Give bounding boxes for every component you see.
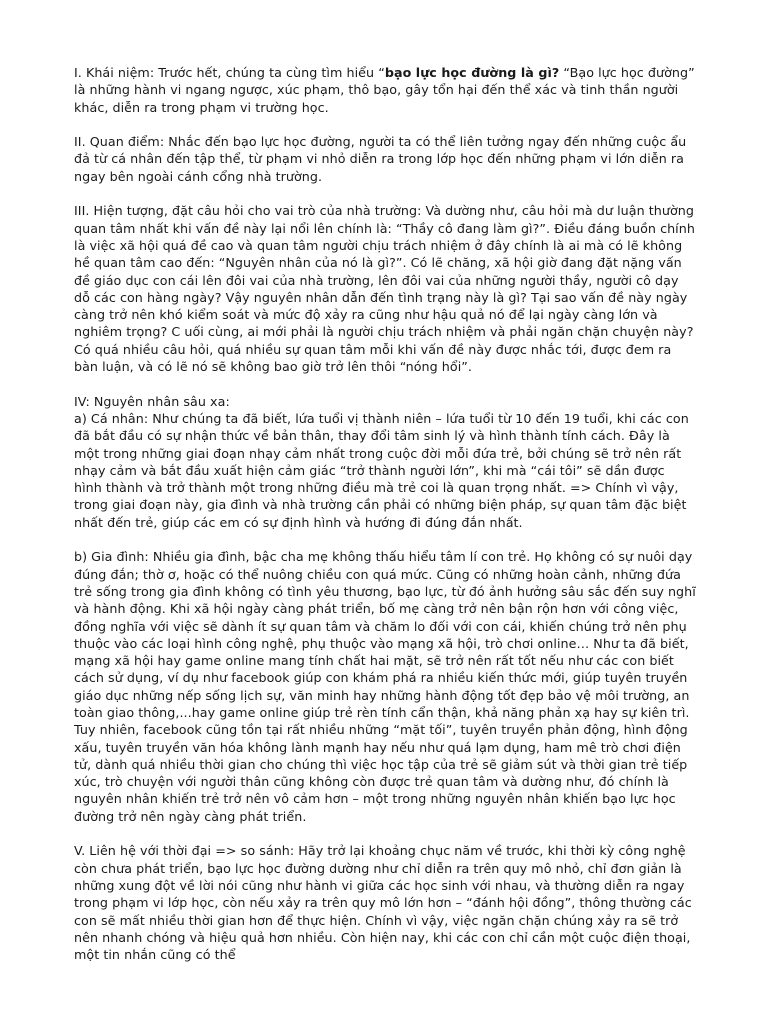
definition-intro: I. Khái niệm: Trước hết, chúng ta cùng tìm hiểu “ — [74, 65, 385, 80]
document-page — [74, 64, 696, 981]
definition-body: “Bạo lực học đường” là những hành vi ngang ngược, xúc phạm, thô bạo, gây tổn hại đến thể xác và tinh thần người khác, diễn ra trong phạm vi trường học. — [74, 65, 695, 115]
section-causes-individual: a) Cá nhân: Như chúng ta đã biết, lứa tuổi vị thành niên – lứa tuổi từ 10 đến 19 tuổi, khi các con đã bắt đầu có sự nhận thức về bản thân, thay đổi tâm sinh lý và hình thành tính cách. Đây là một trong những giai đoạn nhạy cảm nhất trong cuộc đời mỗi đứa trẻ, bởi chúng sẽ trở nên rất nhạy cảm và bắt đầu xuất hiện cảm giác “trở thành người lớn”, khi mà “cái tôi” sẽ dần được hình thành và trở thành một trong những điều mà trẻ coi là quan trọng nhất. => Chính vì vậy, trong giai đoạn này, gia đình và nhà trường cần phải có những biện pháp, sự quan tâm đặc biệt nhất đến trẻ, giúp các em có sự định hình và hướng đi đúng đắn nhất. — [74, 410, 689, 530]
section-viewpoint: II. Quan điểm: Nhắc đến bạo lực học đường, người ta có thể liên tưởng ngay đến những cuộc ẩu đả từ cá nhân đến tập thể, từ phạm vi nhỏ diễn ra trong lớp học đến những phạm vi lớn diễn ra ngay bên ngoài cánh cổng nhà trường. — [74, 134, 687, 184]
section-definition — [74, 64, 696, 116]
section-causes-family: b) Gia đình: Nhiều gia đình, bậc cha mẹ không thấu hiểu tâm lí con trẻ. Họ không có sự nuôi dạy đúng đắn; thờ ơ, hoặc có thể nuông chiều con quá mức. Cũng có những hoàn cảnh, những đứa trẻ sống trong gia đình không có tình yêu thương, bạo lực, từ đó ảnh hưởng sâu sắc đến suy nghĩ và hành động. Khi xã hội ngày càng phát triển, bố mẹ càng trở nên bận rộn hơn với công việc, đồng nghĩa với việc sẽ dành ít sự quan tâm và chăm lo đối với con cái, khiến chúng trở nên phụ thuộc vào các loại hình công nghệ, phụ thuộc vào mạng xã hội, trò chơi online… Như ta đã biết, mạng xã hội hay game online mang tính chất hai mặt, sẽ trở nên rất tốt nếu như các con biết cách sử dụng, ví dụ như facebook giúp con khám phá ra nhiều kiến thức mới, giúp tuyên truyền giáo dục những nếp sống lịch sự, văn minh hay những hành động tốt đẹp bảo vệ môi trường, an toàn giao thông,...hay game online giúp trẻ rèn tính cẩn thận, khả năng phản xạ hay sự kiên trì. Tuy nhiên, facebook cũng tồn tại rất nhiều những “mặt tối”, tuyên truyền phản động, hình động xấu, tuyên truyền văn hóa không lành mạnh hay nếu như quá lạm dụng, ham mê trò chơi điện tử, dành quá nhiều thời gian cho chúng thì việc học tập của trẻ sẽ giảm sút và thời gian trẻ tiếp xúc, trò chuyện với người thân cũng không còn được trẻ quan tâm và dường như, đó chính là nguyên nhân khiến trẻ trở nên vô cảm hơn – một trong những nguyên nhân khiến bạo lực học đường trở nên ngày càng phát triển. — [74, 549, 696, 824]
section-causes-heading: IV: Nguyên nhân sâu xa: — [74, 393, 230, 409]
section-phenomenon: III. Hiện tượng, đặt câu hỏi cho vai trò của nhà trường: Và dường như, câu hỏi mà dư luận thường quan tâm nhất khi vấn đề này lại nổi lên chính là: “Thầy cô đang làm gì?”. Điều đáng buồn chính là việc xã hội quá đề cao và quan tâm người chịu trách nhiệm ở đây chính là ai mà có lẽ không hề quan tâm cao đến: “Nguyên nhân của nó là gì?”. Có lẽ chăng, xã hội giờ đang đặt nặng vấn đề giáo dục con cái lên đôi vai của nhà trường, lên đôi vai của những người thầy, người cô dạy dỗ các con hàng ngày? Vậy nguyên nhân dẫn đến tình trạng này là gì? Tại sao vấn đề này ngày càng trở nên khó kiểm soát và mức độ xảy ra cũng như hậu quả nó để lại ngày càng lớn và nghiêm trọng? C uối cùng, ai mới phải là người chịu trách nhiệm và phải ngăn chặn chuyện này? Có quá nhiều câu hỏi, quá nhiều sự quan tâm mỗi khi vấn đề này được nhắc tới, được đem ra bàn luận, và có lẽ nó sẽ không bao giờ trở lên thôi “nóng hổi”. — [74, 203, 695, 375]
section-era-comparison: V. Liên hệ với thời đại => so sánh: Hãy trở lại khoảng chục năm về trước, khi thời kỳ công nghệ còn chưa phát triển, bạo lực học đường dường như chỉ diễn ra trên quy mô nhỏ, chỉ đơn giản là những xung đột về lời nói cũng như hành vi giữa các học sinh với nhau, và thường diễn ra ngay trong phạm vi lớp học, còn nếu xảy ra trên quy mô lớn hơn – “đánh hội đồng”, thông thường các con sẽ mất nhiều thời gian hơn để thực hiện. Chính vì vậy, việc ngăn chặn chúng xảy ra sẽ trở nên nhanh chóng và hiệu quả hơn nhiều. Còn hiện nay, khi các con chỉ cần một cuộc điện thoại, một tin nhắn cũng có thể — [74, 843, 692, 963]
definition-bold-question: bạo lực học đường là gì? — [384, 65, 560, 80]
